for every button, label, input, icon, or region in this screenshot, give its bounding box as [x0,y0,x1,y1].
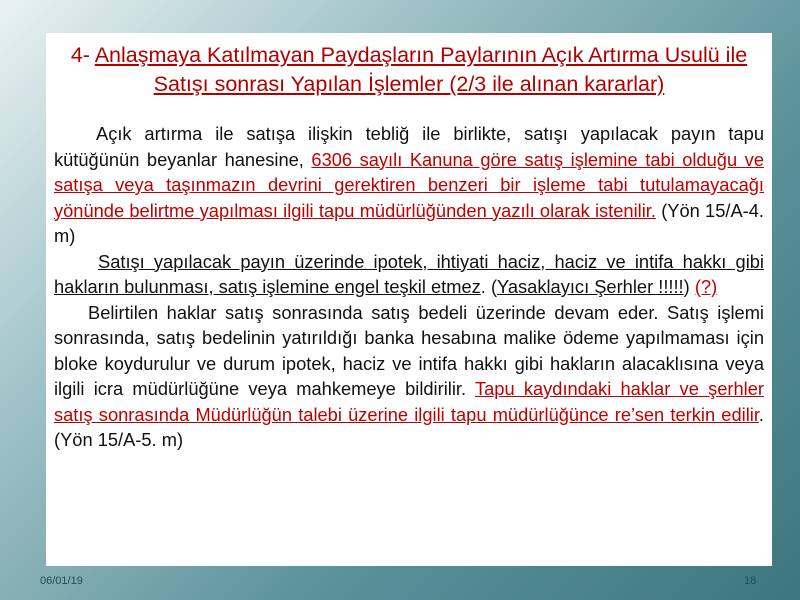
paragraph-1-lead: Açık artırma ile satışa ilişkin tebliğ ile birlikte, satışı yapılacak payın tapu kütüğünün beyanlar hanesine, [54,123,764,170]
paragraph-3 [54,300,764,453]
paragraph-3-ref: .(Yön 15/A-5. m) [54,403,764,450]
paragraph-2-note: Yasaklayıcı Şerhler !!!!! [497,276,684,297]
paragraph-2-open-paren: ( [485,276,498,297]
paragraph-1-highlight: 6306 sayılı Kanuna göre satış işlemine tabi olduğu ve satışa veya taşınmazın devrini gerektiren benzeri bir işleme tabi tutulamayacağı yönünde belirtme yapılması ilgili tapu müdürlüğünden yazılı olarak istenilir. [54,148,764,221]
footer-page-number: 18 [744,575,757,587]
paragraph-1-ref: (Yön 15/A-4. m) [54,199,764,246]
slide-content-panel [46,33,772,566]
paragraph-3-lead: Belirtilen haklar satış sonrasında satış bedeli üzerinde devam eder. Satış işlemi sonrasında, satış bedelinin yatırıldığı banka hesabına malike ödeme yapılmaması için bloke koydurulur ve durum ipotek, haciz ve intifa hakkı gibi hakların alacaklısına veya ilgili icra müdürlüğüne veya mahkemeye bildirilir. [54,301,764,399]
paragraph-1 [54,121,764,249]
paragraph-2 [54,249,764,300]
paragraph-2-question: (?) [694,276,718,297]
title-number: 4- [70,43,95,67]
paragraph-3-highlight: Tapu kaydındaki haklar ve şerhler satış sonrasında Müdürlüğün talebi üzerine ilgili tapu müdürlüğünce re’sen terkin edilir [54,378,764,425]
slide-title [54,41,764,99]
paragraph-2-dot: . [480,276,486,297]
paragraph-2-close-paren: ) [683,276,695,297]
title-text: Anlaşmaya Katılmayan Paydaşların Paylarının Açık Artırma Usulü ile Satışı sonrası Yapılan İşlemler (2/3 ile alınan kararlar) [94,43,748,96]
paragraph-2-underlined: Satışı yapılacak payın üzerinde ipotek, ihtiyati haciz, haciz ve intifa hakkı gibi hakların bulunması, satış işlemine engel teşkil etmez [54,250,764,297]
footer-date: 06/01/19 [40,575,83,587]
